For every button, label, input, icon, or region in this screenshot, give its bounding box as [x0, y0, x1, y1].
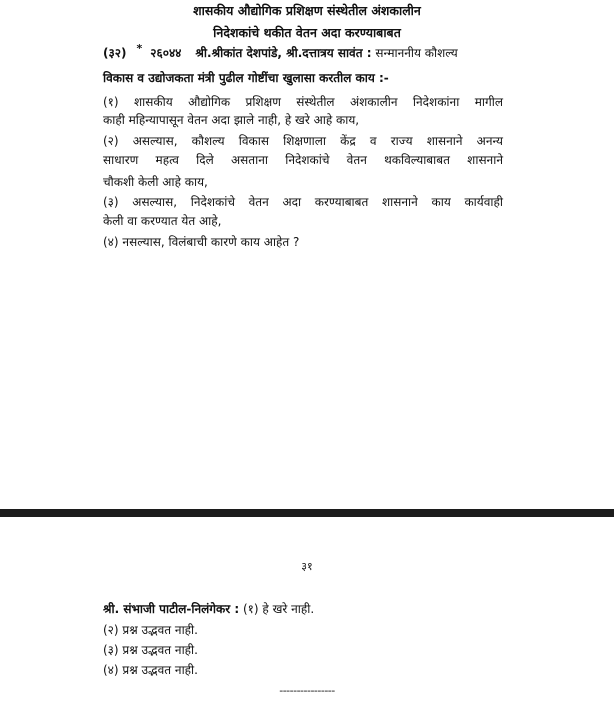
- answer-line: (४) प्रश्न उद्भवत नाही.: [103, 663, 198, 677]
- question-header-tail: सन्माननीय कौशल्य: [375, 46, 458, 60]
- question-members: श्री.श्रीकांत देशपांडे, श्री.दत्तात्रय सावंत :: [195, 46, 372, 60]
- answer-line: (३) प्रश्न उद्भवत नाही.: [103, 643, 198, 657]
- answer-respondent: श्री. संभाजी पाटील-निलंगेकर :: [103, 602, 240, 616]
- answer-line: (२) प्रश्न उद्भवत नाही.: [103, 623, 198, 637]
- answer-text: (१) हे खरे नाही.: [242, 602, 315, 616]
- question-id: २६०४४: [150, 46, 182, 60]
- question-part-line: साधारण महत्व दिले असताना निदेशकांचे वेतन थकविल्याबाबत शासनाने: [103, 153, 503, 167]
- starred-marker: *: [136, 42, 143, 55]
- question-part-line: चौकशी केली आहे काय,: [103, 175, 208, 189]
- question-header: [103, 42, 503, 62]
- end-rule: ----------------: [279, 684, 335, 697]
- question-number: (३२): [103, 46, 127, 60]
- answer-line: [103, 601, 314, 617]
- question-intro: विकास व उद्योजकता मंत्री पुढील गोष्टींचा खुलासा करतील काय :-: [103, 71, 389, 85]
- question-part-line: (३) असल्यास, निदेशकांचे वेतन अदा करण्याबाबत शासनाने काय कार्यवाही: [103, 195, 503, 209]
- heading-line-1: शासकीय औद्योगिक प्रशिक्षण संस्थेतील अंशकालीन: [193, 3, 421, 18]
- page-break-divider: [0, 509, 614, 517]
- question-part-line: काही महिन्यापासून वेतन अदा झाले नाही, हे खरे आहे काय,: [103, 113, 360, 127]
- question-part-line: केली वा करण्यात येत आहे,: [103, 214, 222, 228]
- question-part-line: (४) नसल्यास, विलंबाची कारणे काय आहेत ?: [103, 235, 300, 249]
- heading-line-2: निदेशकांचे थकीत वेतन अदा करण्याबाबत: [213, 25, 401, 40]
- question-part-line: (१) शासकीय औद्योगिक प्रशिक्षण संस्थेतील अंशकालीन निदेशकांना मागील: [103, 95, 503, 109]
- question-part-line: (२) असल्यास, कौशल्य विकास शिक्षणाला केंद्र व राज्य शासनाने अनन्य: [103, 134, 503, 148]
- page-number: ३१: [301, 560, 313, 573]
